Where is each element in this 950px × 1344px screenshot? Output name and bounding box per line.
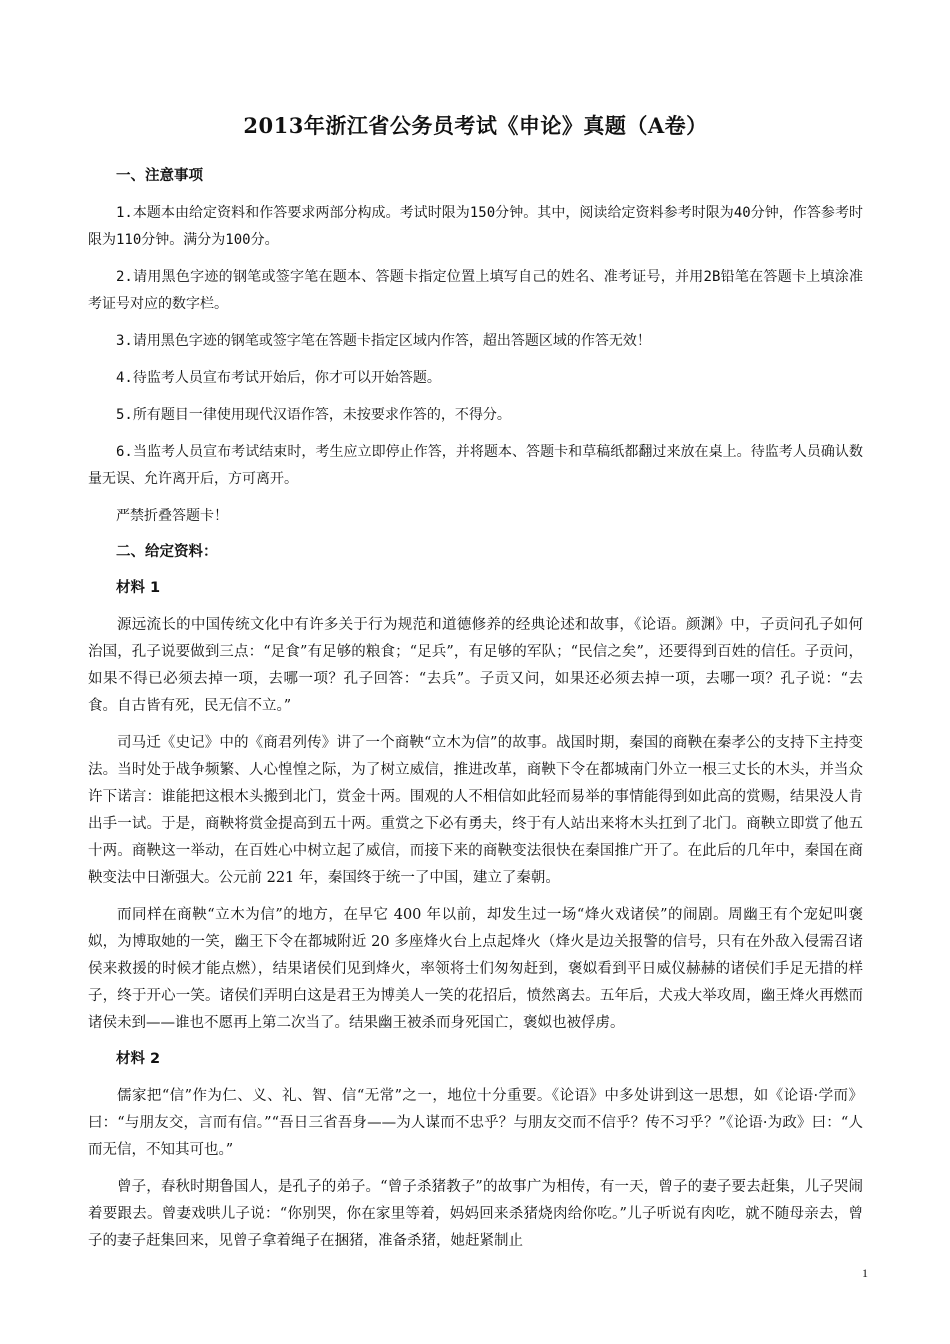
notice-item: 2.请用黑色字迹的钢笔或签字笔在题本、答题卡指定位置上填写自己的姓名、准考证号，并用2B铅笔在答题卡上填涂准考证号对应的数字栏。 xyxy=(88,269,863,312)
material-paragraph: 源远流长的中国传统文化中有许多关于行为规范和道德修养的经典论述和故事，《论语。颜渊》中，子贡问孔子如何治国，孔子说要做到三点：“足食”有足够的粮食；“足兵”，有足够的军队；“民信之矣”，还要得到百姓的信任。子贡问，如果不得已必须去掉一项，去哪一项？孔子回答：“去兵”。子贡又问，如果还必须去掉一项，去哪一项？孔子说：“去食。自古皆有死，民无信不立。” xyxy=(88,617,863,714)
notice-item: 1.本题本由给定资料和作答要求两部分构成。考试时限为150分钟。其中，阅读给定资料参考时限为40分钟，作答参考时限为110分钟。满分为100分。 xyxy=(88,205,863,248)
page-number: 1 xyxy=(862,1266,868,1280)
material-paragraph: 儒家把“信”作为仁、义、礼、智、信“无常”之一，地位十分重要。《论语》中多处讲到这一思想，如《论语·学而》曰：“与朋友交，言而有信。”“吾日三省吾身——为人谋而不忠乎？与朋友交而不信乎？传不习乎？”《论语·为政》曰：“人而无信，不知其可也。” xyxy=(88,1088,863,1158)
material-2-heading: 材料 2 xyxy=(116,1051,161,1067)
notice-item: 4.待监考人员宣布考试开始后，你才可以开始答题。 xyxy=(116,370,441,386)
page-title: 2013年浙江省公务员考试《申论》真题（A卷） xyxy=(243,113,708,138)
notice-item: 6.当监考人员宣布考试结束时，考生应立即停止作答，并将题本、答题卡和草稿纸都翻过来放在桌上。待监考人员确认数量无误、允许离开后，方可离开。 xyxy=(88,444,863,487)
notice-item: 3.请用黑色字迹的钢笔或签字笔在答题卡指定区域内作答，超出答题区域的作答无效！ xyxy=(116,333,651,349)
notice-warning: 严禁折叠答题卡！ xyxy=(116,508,228,524)
material-paragraph: 而同样在商鞅“立木为信”的地方，在早它 400 年以前，却发生过一场“烽火戏诸侯”的闹剧。周幽王有个宠妃叫褒姒，为博取她的一笑，幽王下令在都城附近 20 多座烽火台上点起烽火（烽火是边关报警的信号，只有在外敌入侵需召诸侯来救援的时候才能点燃），结果诸侯们见到烽火，率领将士们匆匆赶到，褒姒看到平日威仪赫赫的诸侯们手足无措的样子，终于开心一笑。诸侯们弄明白这是君王为博美人一笑的花招后，愤然离去。五年后，犬戎大举攻周，幽王烽火再燃而诸侯未到——谁也不愿再上第二次当了。结果幽王被杀而身死国亡，褒姒也被俘虏。 xyxy=(88,907,863,1031)
document-body xyxy=(88,108,863,1265)
material-1-heading: 材料 1 xyxy=(116,580,161,596)
materials-heading: 二、给定资料： xyxy=(116,544,218,560)
notice-heading: 一、注意事项 xyxy=(116,168,203,184)
material-paragraph: 司马迁《史记》中的《商君列传》讲了一个商鞅“立木为信”的故事。战国时期，秦国的商鞅在秦孝公的支持下主持变法。当时处于战争频繁、人心惶惶之际，为了树立威信，推进改革，商鞅下令在都城南门外立一根三丈长的木头，并当众许下诺言：谁能把这根木头搬到北门，赏金十两。围观的人不相信如此轻而易举的事情能得到如此高的赏赐，结果没人肯出手一试。于是，商鞅将赏金提高到五十两。重赏之下必有勇夫，终于有人站出来将木头扛到了北门。商鞅立即赏了他五十两。商鞅这一举动，在百姓心中树立起了威信，而接下来的商鞅变法很快在秦国推广开了。在此后的几年中，秦国在商鞅变法中日渐强大。公元前 221 年，秦国终于统一了中国，建立了秦朝。 xyxy=(88,735,863,886)
notice-item: 5.所有题目一律使用现代汉语作答，未按要求作答的，不得分。 xyxy=(116,407,511,423)
material-paragraph: 曾子，春秋时期鲁国人，是孔子的弟子。“曾子杀猪教子”的故事广为相传，有一天，曾子的妻子要去赶集，儿子哭闹着要跟去。曾妻戏哄儿子说：“你别哭，你在家里等着，妈妈回来杀猪烧肉给你吃。”儿子听说有肉吃，就不随母亲去，曾子的妻子赶集回来，见曾子拿着绳子在捆猪，准备杀猪，她赶紧制止 xyxy=(88,1179,863,1249)
